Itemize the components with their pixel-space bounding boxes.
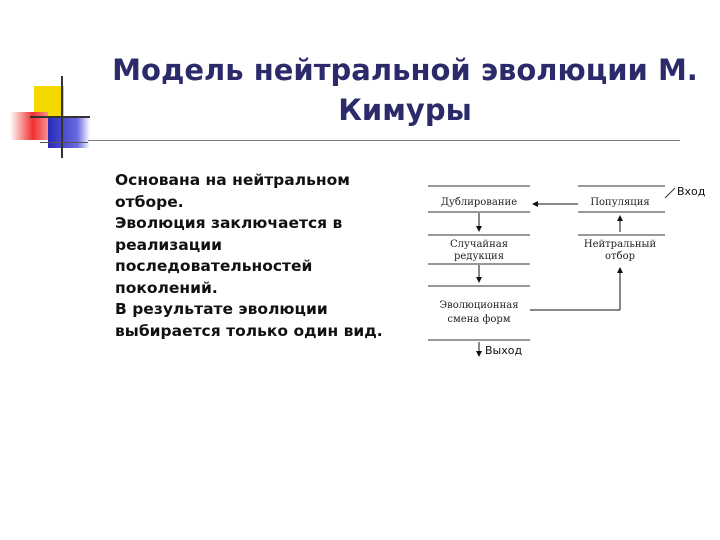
node-evolutionary-change-line-2: смена форм: [447, 314, 511, 325]
body-line-1: Основана на нейтральном: [115, 171, 350, 189]
node-random-reduction-line-1: Случайная: [449, 239, 509, 250]
node-population: Популяция: [590, 197, 650, 208]
output-label: Выход: [485, 344, 523, 357]
slide-title-line-1: Модель нейтральной эволюции М.: [112, 53, 698, 87]
node-evolutionary-change-line-1: Эволюционная: [439, 300, 519, 311]
slide-title-line-2: Кимуры: [338, 93, 472, 127]
body-line-6: поколений.: [115, 278, 218, 297]
node-neutral-selection-line-1: Нейтральный: [583, 239, 657, 250]
node-duplication: Дублирование: [440, 197, 518, 208]
body-line-7: В результате эволюции: [115, 300, 328, 318]
body-line-2: отборе.: [115, 192, 184, 211]
input-label: Вход: [677, 185, 706, 198]
body-line-4: реализации: [115, 235, 222, 254]
body-line-3: Эволюция заключается в: [115, 214, 343, 232]
node-neutral-selection-line-2: отбор: [605, 251, 635, 262]
input-line: [665, 188, 675, 198]
node-random-reduction-line-2: редукция: [453, 251, 505, 262]
body-line-8: выбирается только один вид.: [115, 321, 383, 340]
body-line-5: последовательностей: [115, 257, 313, 275]
